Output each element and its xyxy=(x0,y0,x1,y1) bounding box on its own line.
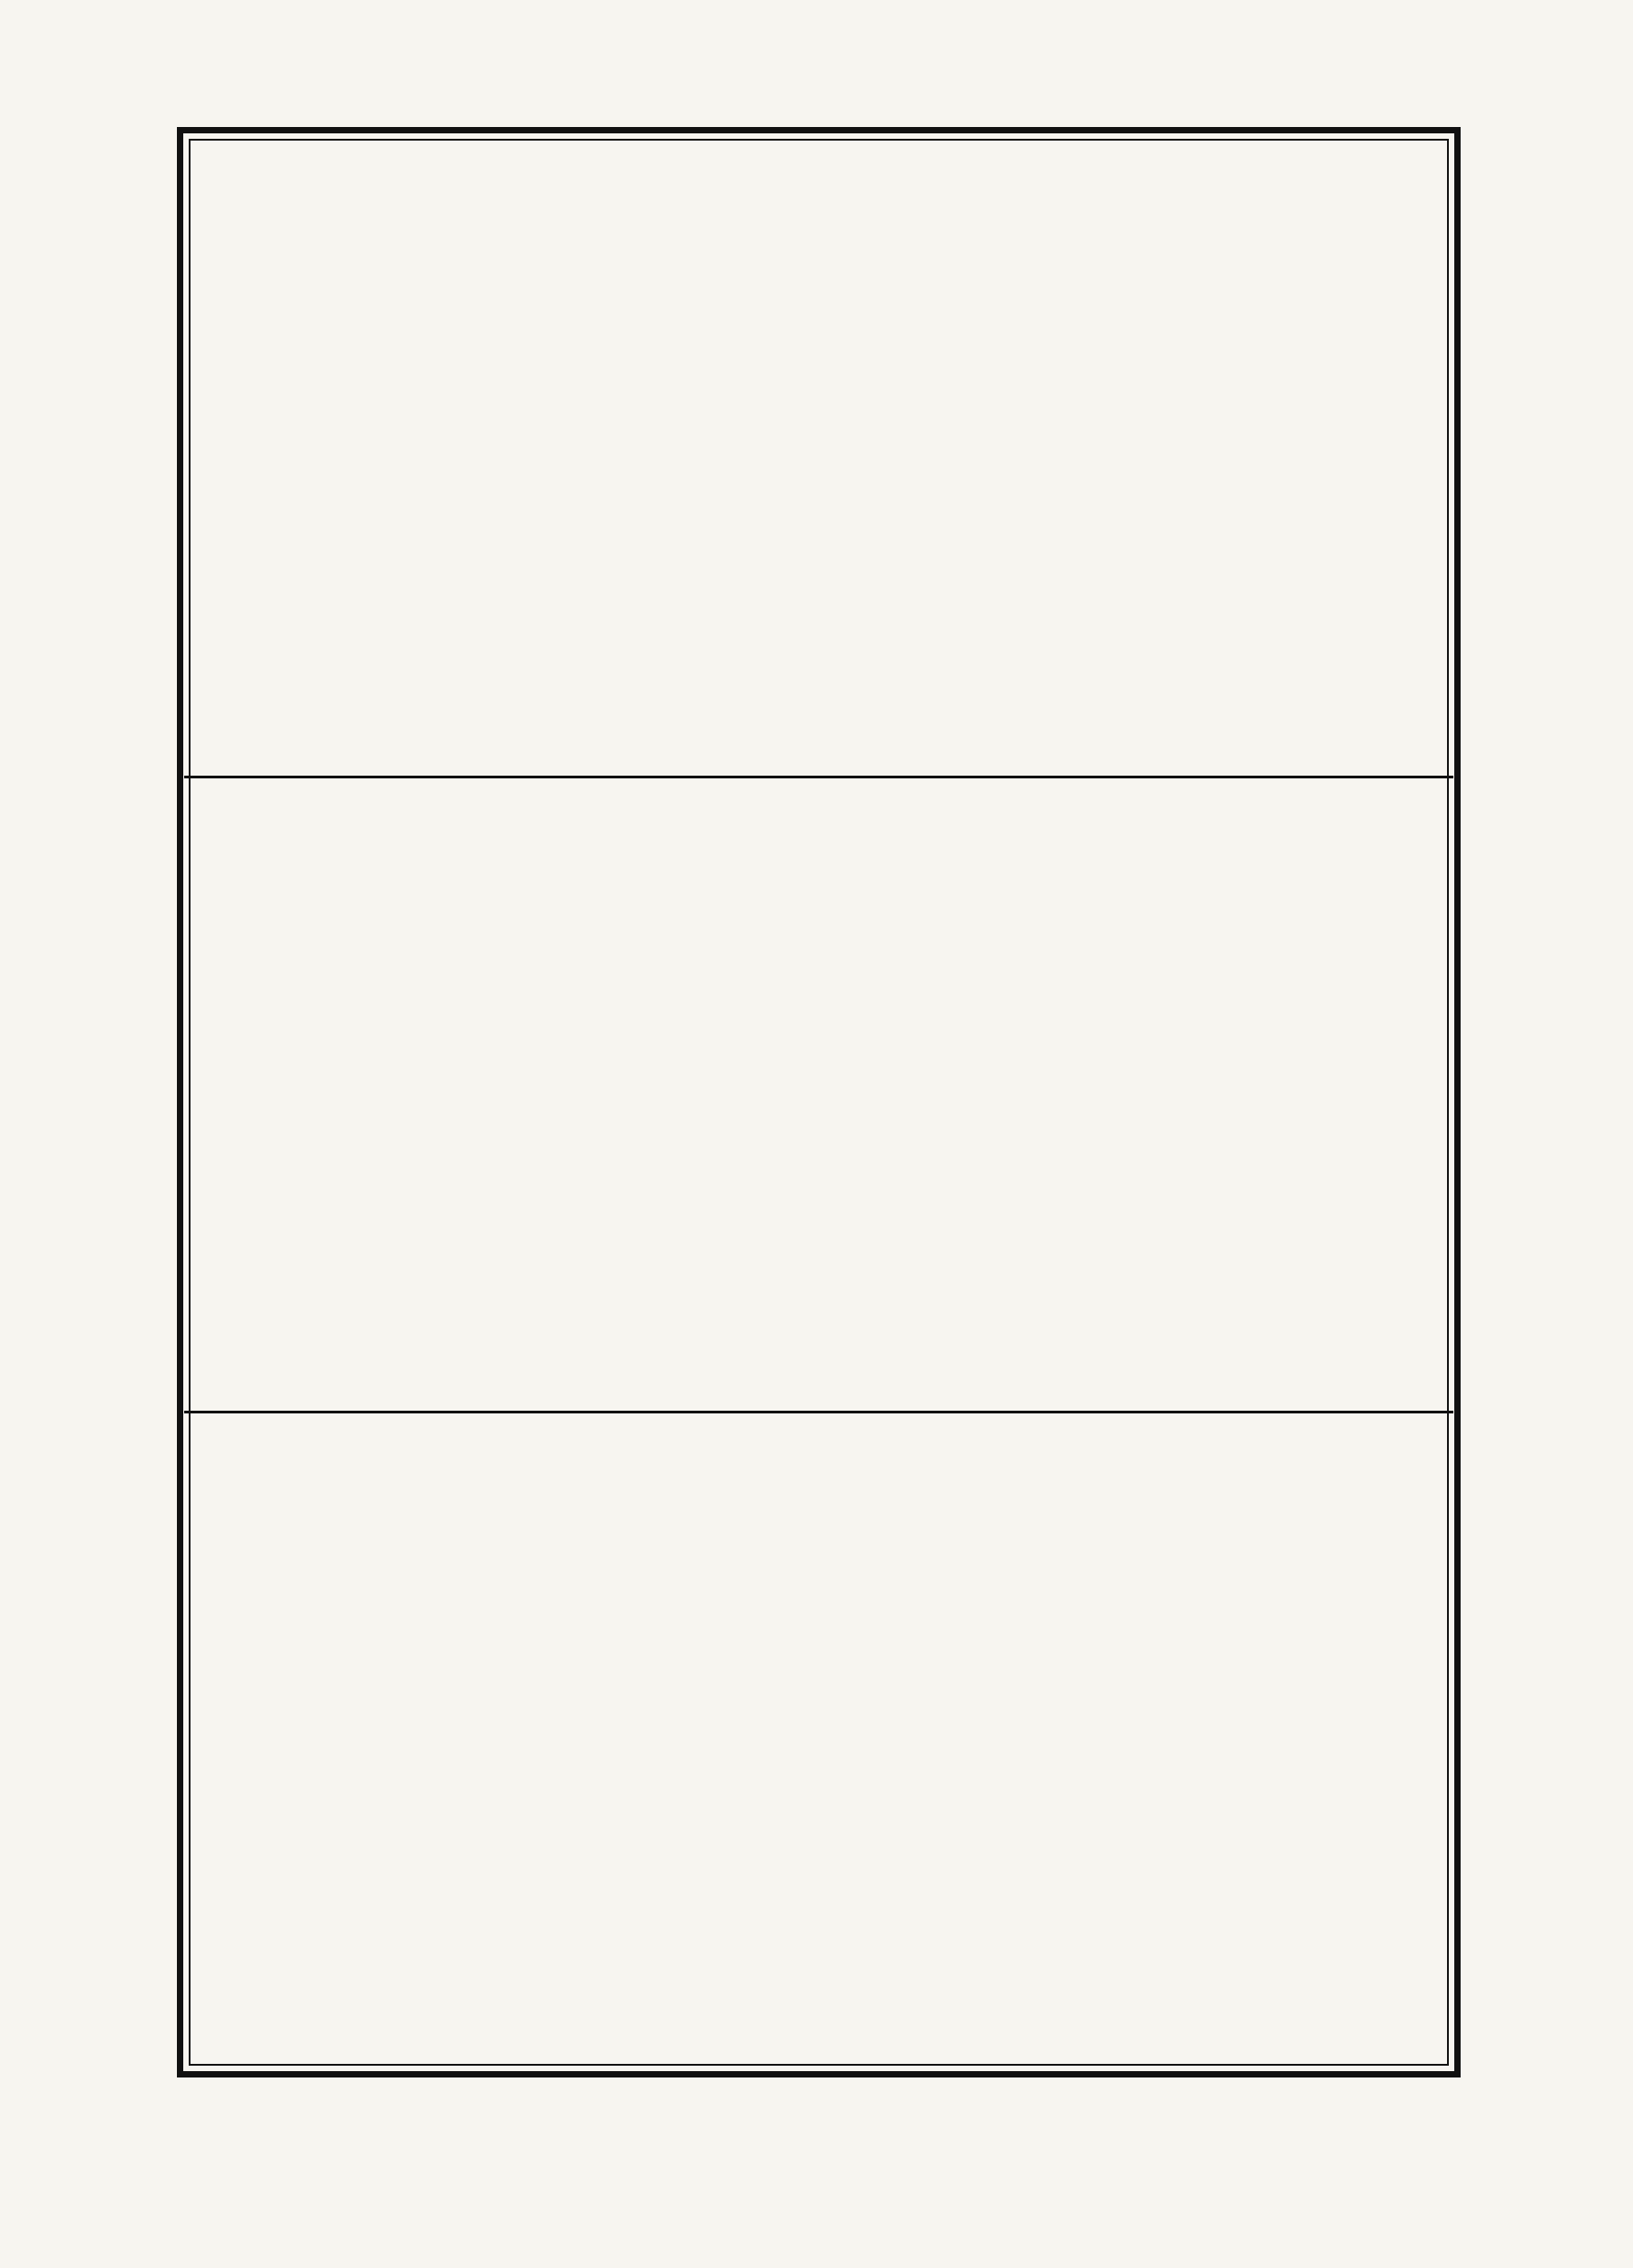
section-divider-bottom xyxy=(184,1411,1453,1413)
section-divider-top xyxy=(184,776,1453,778)
top-member-list xyxy=(195,186,1442,762)
bottom-member-list xyxy=(195,1433,1442,2059)
middle-section xyxy=(195,798,1442,1397)
